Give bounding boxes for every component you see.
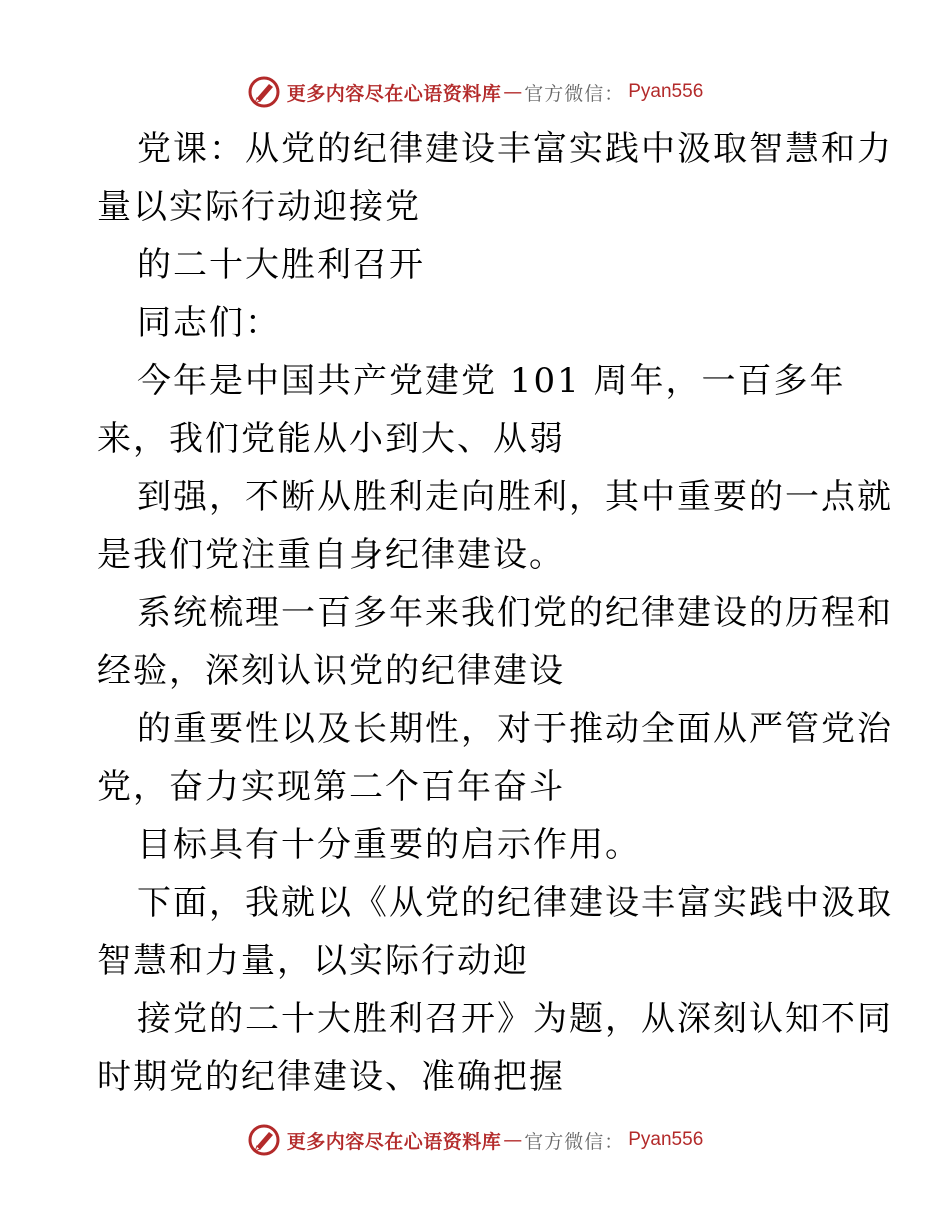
watermark-main-text: 更多内容尽在心语资料库 (286, 1130, 502, 1153)
doc-paragraph-line: 接党的二十大胜利召开》为题，从深刻认知不同 (137, 999, 893, 1039)
pen-logo-icon (247, 1123, 281, 1157)
watermark-main-text: 更多内容尽在心语资料库 (286, 82, 502, 105)
watermark-separator: — (503, 1129, 523, 1151)
doc-title-line-2: 量以实际行动迎接党 (97, 187, 421, 227)
doc-title-line-3: 的二十大胜利召开 (137, 245, 425, 285)
footer-watermark (0, 1120, 950, 1160)
doc-salutation: 同志们： (137, 303, 281, 343)
doc-paragraph-line: 下面，我就以《从党的纪律建设丰富实践中汲取 (137, 883, 893, 923)
doc-paragraph-line: 到强，不断从胜利走向胜利，其中重要的一点就 (137, 477, 893, 517)
watermark-sub-text: 官方微信： (524, 1130, 625, 1153)
doc-paragraph-line: 目标具有十分重要的启示作用。 (137, 825, 641, 865)
document-body (97, 120, 893, 1106)
doc-paragraph-line: 时期党的纪律建设、准确把握 (97, 1057, 565, 1097)
watermark-wechat-id: Pyan556 (628, 81, 704, 102)
header-watermark (0, 72, 950, 112)
doc-paragraph-line: 经验，深刻认识党的纪律建设 (97, 651, 565, 691)
doc-paragraph-line: 来，我们党能从小到大、从弱 (97, 419, 565, 459)
doc-paragraph-line: 党，奋力实现第二个百年奋斗 (97, 767, 565, 807)
watermark-wechat-id: Pyan556 (628, 1129, 704, 1150)
doc-paragraph-line: 智慧和力量，以实际行动迎 (97, 941, 529, 981)
pen-logo-icon (247, 75, 281, 109)
doc-paragraph-line: 今年是中国共产党建党 101 周年，一百多年 (137, 361, 846, 401)
doc-paragraph-line: 系统梳理一百多年来我们党的纪律建设的历程和 (137, 593, 893, 633)
doc-title-line-1: 党课：从党的纪律建设丰富实践中汲取智慧和力 (137, 129, 893, 169)
doc-paragraph-line: 的重要性以及长期性，对于推动全面从严管党治 (137, 709, 893, 749)
watermark-sub-text: 官方微信： (524, 82, 625, 105)
watermark-separator: — (503, 81, 523, 103)
doc-paragraph-line: 是我们党注重自身纪律建设。 (97, 535, 565, 575)
